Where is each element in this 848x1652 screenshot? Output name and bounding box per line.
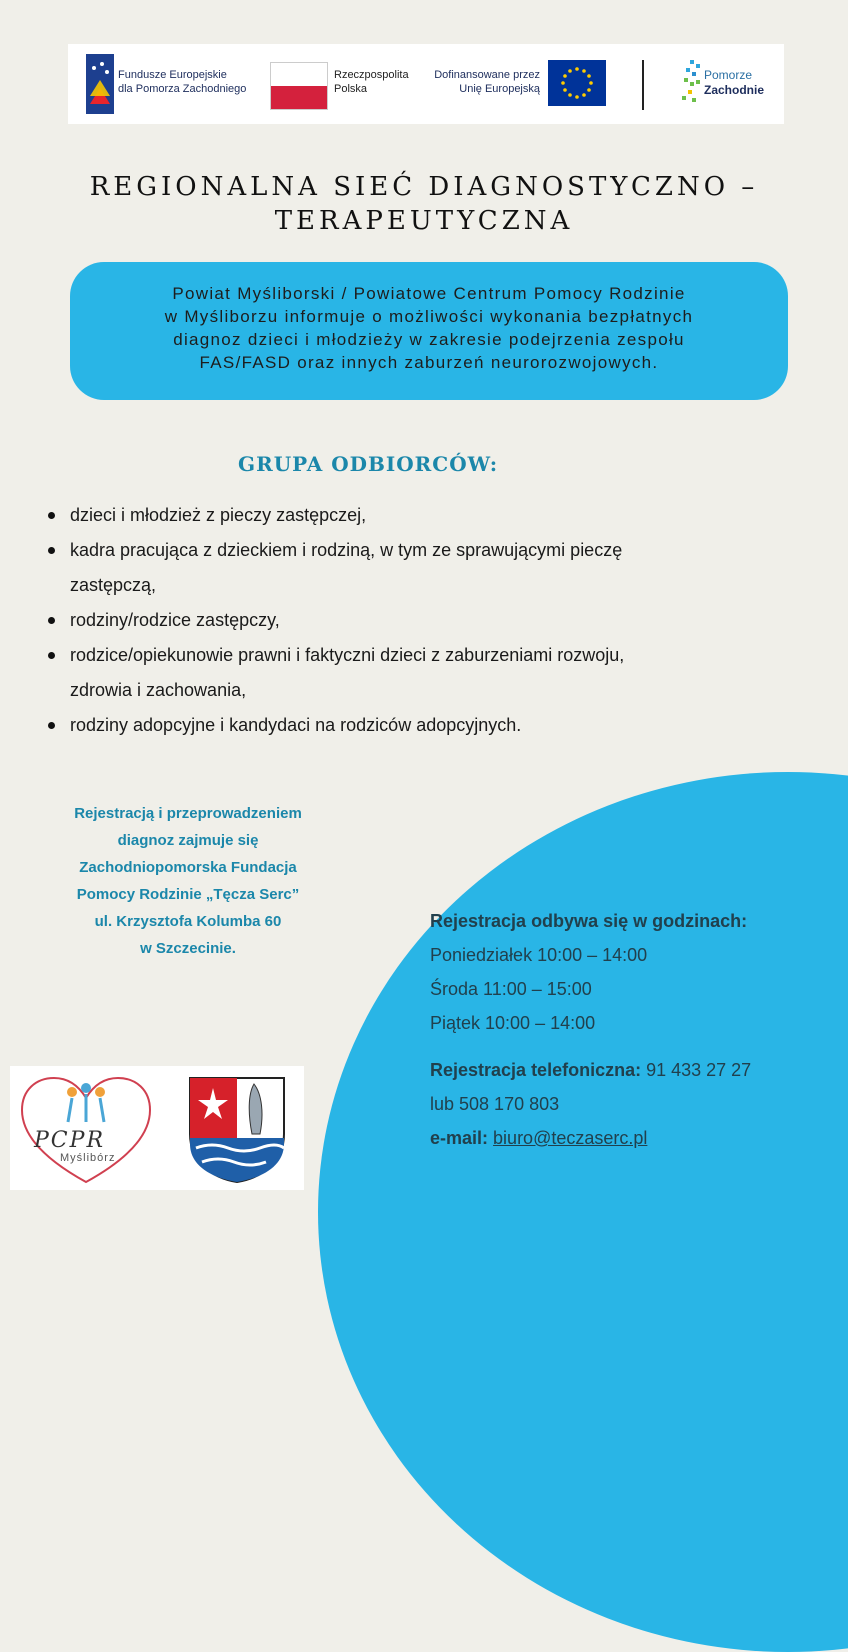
poland-label xyxy=(334,68,409,96)
info-line2: w Myśliborzu informuje o możliwości wykonania bezpłatnych xyxy=(164,307,694,326)
eu-cofunded-line2: Unię Europejską xyxy=(459,83,540,95)
title-line1: REGIONALNA SIEĆ DIAGNOSTYCZNO – xyxy=(89,172,759,202)
pcpr-logo-subtext: Myślibórz xyxy=(60,1152,116,1164)
email-label: e-mail: xyxy=(430,1128,489,1148)
pcpr-logo-text: PCPR xyxy=(34,1128,106,1153)
hours-monday: Poniedziałek 10:00 – 14:00 xyxy=(430,945,648,965)
list-item-text: kadra pracująca z dzieckiem i rodziną, w tym ze sprawującymi pieczę xyxy=(70,540,623,560)
eu-funds-label xyxy=(118,68,246,96)
poland-line1: Rzeczpospolita xyxy=(334,69,409,81)
organizer-line2: diagnoz zajmuje się xyxy=(117,832,259,849)
list-item xyxy=(46,603,806,638)
organizer-line6: w Szczecinie. xyxy=(140,940,236,957)
page-title xyxy=(0,170,848,238)
phone-number[interactable]: 91 433 27 27 xyxy=(646,1060,752,1080)
email-line xyxy=(430,1121,830,1155)
hours-wednesday: Środa 11:00 – 15:00 xyxy=(430,979,592,999)
organizer-line3: Zachodniopomorska Fundacja xyxy=(79,859,297,876)
phone-label: Rejestracja telefoniczna: xyxy=(430,1060,642,1080)
email-link[interactable]: biuro@teczaserc.pl xyxy=(493,1128,648,1148)
list-item-text: dzieci i młodzież z pieczy zastępczej, xyxy=(70,505,367,525)
title-line2: TERAPEUTYCZNA xyxy=(274,206,574,236)
audience-list xyxy=(46,498,806,743)
info-line3: diagnoz dzieci i młodzieży w zakresie podejrzenia zespołu xyxy=(173,330,685,349)
list-item-text: rodzice/opiekunowie prawni i faktyczni dzieci z zaburzeniami rozwoju, xyxy=(70,645,625,665)
eu-funds-line1: Fundusze Europejskie xyxy=(118,69,227,81)
logo-divider xyxy=(642,60,644,110)
info-box xyxy=(70,262,788,400)
list-item-text: rodziny adopcyjne i kandydaci na rodziców adopcyjnych. xyxy=(70,715,522,735)
header-logo-bar xyxy=(68,44,784,124)
list-item-text: rodziny/rodzice zastępczy, xyxy=(70,610,280,630)
eu-funds-line2: dla Pomorza Zachodniego xyxy=(118,83,247,95)
poland-line2: Polska xyxy=(334,83,368,95)
registration-title: Rejestracja odbywa się w godzinach: xyxy=(430,911,748,931)
organizer-info xyxy=(40,800,336,962)
list-item-text-cont: zastępczą, xyxy=(70,575,157,595)
eu-cofunded-label xyxy=(430,68,540,96)
pomorze-line2: Zachodnie xyxy=(704,83,765,97)
bottom-logos xyxy=(10,1066,304,1190)
hours-friday: Piątek 10:00 – 14:00 xyxy=(430,1013,596,1033)
eu-funds-logo-icon xyxy=(86,54,114,114)
phone-line xyxy=(430,1053,830,1087)
list-item xyxy=(46,708,806,743)
eu-flag-icon xyxy=(548,60,606,106)
info-line1: Powiat Myśliborski / Powiatowe Centrum Pomocy Rodzinie xyxy=(172,284,686,303)
coat-of-arms-icon xyxy=(182,1074,292,1184)
organizer-line5: ul. Krzysztofa Kolumba 60 xyxy=(94,913,282,930)
pomorze-line1: Pomorze xyxy=(704,68,753,82)
list-item xyxy=(46,638,806,708)
list-item xyxy=(46,533,806,603)
list-item-text-cont: zdrowia i zachowania, xyxy=(70,680,247,700)
registration-info xyxy=(430,904,830,1155)
pomorze-zachodnie-label xyxy=(704,68,764,98)
pomorze-zachodnie-logo-icon xyxy=(680,58,704,110)
phone-alt[interactable]: lub 508 170 803 xyxy=(430,1094,560,1114)
info-line4: FAS/FASD oraz innych zaburzeń neurorozwojowych. xyxy=(199,353,659,372)
organizer-line4: Pomocy Rodzinie „Tęcza Serc” xyxy=(76,886,300,903)
organizer-line1: Rejestracją i przeprowadzeniem xyxy=(74,805,302,822)
audience-heading: GRUPA ODBIORCÓW: xyxy=(238,452,499,476)
polish-flag-icon xyxy=(270,62,328,110)
list-item xyxy=(46,498,806,533)
eu-cofunded-line1: Dofinansowane przez xyxy=(434,69,540,81)
